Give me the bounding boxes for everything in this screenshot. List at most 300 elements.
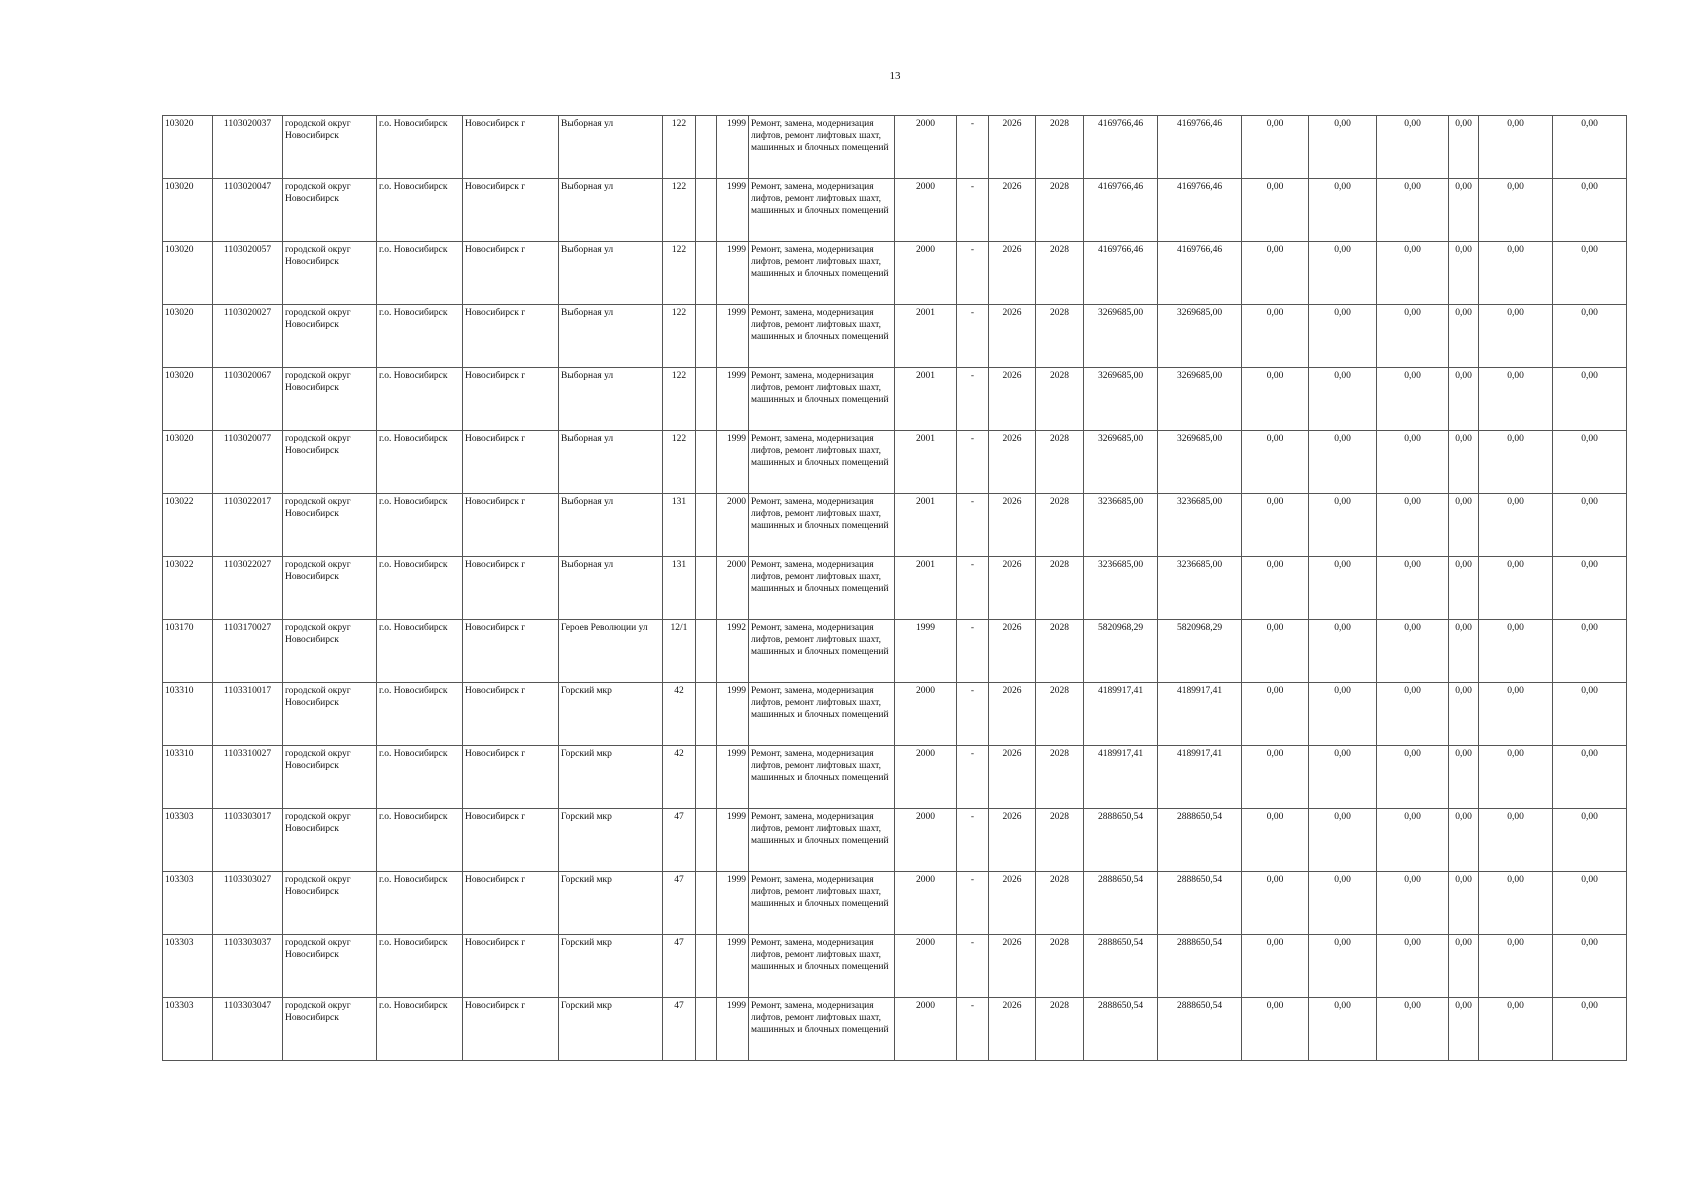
street-cell: Выборная ул bbox=[559, 116, 663, 179]
municipality-cell: городской округ Новосибирск bbox=[283, 620, 377, 683]
amount-cell: 0,00 bbox=[1242, 179, 1309, 242]
building-cell bbox=[696, 242, 717, 305]
municipality-cell: городской округ Новосибирск bbox=[283, 557, 377, 620]
house-number-cell: 47 bbox=[663, 935, 696, 998]
start-year-cell: 2026 bbox=[989, 179, 1036, 242]
dash-cell: - bbox=[957, 809, 989, 872]
district-cell: г.о. Новосибирск bbox=[377, 557, 463, 620]
cost-total-cell: 3236685,00 bbox=[1084, 557, 1158, 620]
cost-fund-cell: 2888650,54 bbox=[1158, 998, 1242, 1061]
object-code-cell: 1103020027 bbox=[213, 305, 283, 368]
end-year-cell: 2028 bbox=[1036, 809, 1084, 872]
district-cell: г.о. Новосибирск bbox=[377, 746, 463, 809]
last-repair-year-cell: 2000 bbox=[895, 809, 957, 872]
cost-fund-cell: 2888650,54 bbox=[1158, 935, 1242, 998]
cost-total-cell: 4169766,46 bbox=[1084, 179, 1158, 242]
amount-cell: 0,00 bbox=[1242, 305, 1309, 368]
dash-cell: - bbox=[957, 683, 989, 746]
start-year-cell: 2026 bbox=[989, 305, 1036, 368]
municipality-cell: городской округ Новосибирск bbox=[283, 935, 377, 998]
start-year-cell: 2026 bbox=[989, 368, 1036, 431]
municipality-cell: городской округ Новосибирск bbox=[283, 746, 377, 809]
cost-fund-cell: 3269685,00 bbox=[1158, 305, 1242, 368]
cost-total-cell: 4189917,41 bbox=[1084, 746, 1158, 809]
amount-cell: 0,00 bbox=[1377, 809, 1449, 872]
amount-cell: 0,00 bbox=[1553, 305, 1627, 368]
amount-cell: 0,00 bbox=[1309, 494, 1377, 557]
amount-cell: 0,00 bbox=[1479, 431, 1553, 494]
amount-cell: 0,00 bbox=[1553, 179, 1627, 242]
house-number-cell: 42 bbox=[663, 683, 696, 746]
city-cell: Новосибирск г bbox=[463, 368, 559, 431]
house-number-cell: 131 bbox=[663, 557, 696, 620]
end-year-cell: 2028 bbox=[1036, 620, 1084, 683]
amount-cell: 0,00 bbox=[1309, 809, 1377, 872]
amount-cell: 0,00 bbox=[1242, 746, 1309, 809]
cost-fund-cell: 4169766,46 bbox=[1158, 179, 1242, 242]
object-code-cell: 1103020037 bbox=[213, 116, 283, 179]
record-id-cell: 103310 bbox=[163, 746, 213, 809]
cost-total-cell: 3269685,00 bbox=[1084, 431, 1158, 494]
amount-cell: 0,00 bbox=[1377, 494, 1449, 557]
work-type-cell: Ремонт, замена, модернизация лифтов, ремонт лифтовых шахт, машинных и блочных помещений bbox=[749, 368, 895, 431]
end-year-cell: 2028 bbox=[1036, 494, 1084, 557]
work-type-cell: Ремонт, замена, модернизация лифтов, ремонт лифтовых шахт, машинных и блочных помещений bbox=[749, 872, 895, 935]
cost-total-cell: 5820968,29 bbox=[1084, 620, 1158, 683]
last-repair-year-cell: 2001 bbox=[895, 431, 957, 494]
city-cell: Новосибирск г bbox=[463, 557, 559, 620]
dash-cell: - bbox=[957, 935, 989, 998]
amount-cell: 0,00 bbox=[1479, 998, 1553, 1061]
amount-cell: 0,00 bbox=[1553, 116, 1627, 179]
municipality-cell: городской округ Новосибирск bbox=[283, 116, 377, 179]
work-type-cell: Ремонт, замена, модернизация лифтов, ремонт лифтовых шахт, машинных и блочных помещений bbox=[749, 179, 895, 242]
build-year-cell: 1999 bbox=[717, 305, 749, 368]
amount-cell: 0,00 bbox=[1449, 872, 1479, 935]
start-year-cell: 2026 bbox=[989, 809, 1036, 872]
record-id-cell: 103310 bbox=[163, 683, 213, 746]
amount-cell: 0,00 bbox=[1553, 620, 1627, 683]
last-repair-year-cell: 2000 bbox=[895, 683, 957, 746]
amount-cell: 0,00 bbox=[1479, 116, 1553, 179]
amount-cell: 0,00 bbox=[1479, 746, 1553, 809]
street-cell: Горский мкр bbox=[559, 746, 663, 809]
cost-fund-cell: 4189917,41 bbox=[1158, 746, 1242, 809]
amount-cell: 0,00 bbox=[1309, 431, 1377, 494]
build-year-cell: 1999 bbox=[717, 998, 749, 1061]
cost-total-cell: 4189917,41 bbox=[1084, 683, 1158, 746]
building-cell bbox=[696, 746, 717, 809]
build-year-cell: 1992 bbox=[717, 620, 749, 683]
last-repair-year-cell: 2000 bbox=[895, 116, 957, 179]
street-cell: Горский мкр bbox=[559, 809, 663, 872]
record-id-cell: 103022 bbox=[163, 494, 213, 557]
dash-cell: - bbox=[957, 242, 989, 305]
building-cell bbox=[696, 116, 717, 179]
start-year-cell: 2026 bbox=[989, 494, 1036, 557]
street-cell: Выборная ул bbox=[559, 242, 663, 305]
district-cell: г.о. Новосибирск bbox=[377, 368, 463, 431]
city-cell: Новосибирск г bbox=[463, 809, 559, 872]
amount-cell: 0,00 bbox=[1377, 242, 1449, 305]
record-id-cell: 103020 bbox=[163, 305, 213, 368]
building-cell bbox=[696, 494, 717, 557]
amount-cell: 0,00 bbox=[1242, 242, 1309, 305]
work-type-cell: Ремонт, замена, модернизация лифтов, ремонт лифтовых шахт, машинных и блочных помещений bbox=[749, 746, 895, 809]
work-type-cell: Ремонт, замена, модернизация лифтов, ремонт лифтовых шахт, машинных и блочных помещений bbox=[749, 683, 895, 746]
district-cell: г.о. Новосибирск bbox=[377, 179, 463, 242]
street-cell: Выборная ул bbox=[559, 368, 663, 431]
district-cell: г.о. Новосибирск bbox=[377, 872, 463, 935]
amount-cell: 0,00 bbox=[1479, 557, 1553, 620]
amount-cell: 0,00 bbox=[1309, 620, 1377, 683]
dash-cell: - bbox=[957, 620, 989, 683]
cost-total-cell: 4169766,46 bbox=[1084, 116, 1158, 179]
object-code-cell: 1103170027 bbox=[213, 620, 283, 683]
amount-cell: 0,00 bbox=[1449, 242, 1479, 305]
table-row bbox=[163, 935, 1627, 998]
record-id-cell: 103020 bbox=[163, 368, 213, 431]
table-row bbox=[163, 998, 1627, 1061]
dash-cell: - bbox=[957, 494, 989, 557]
amount-cell: 0,00 bbox=[1242, 620, 1309, 683]
amount-cell: 0,00 bbox=[1309, 242, 1377, 305]
amount-cell: 0,00 bbox=[1242, 116, 1309, 179]
start-year-cell: 2026 bbox=[989, 935, 1036, 998]
amount-cell: 0,00 bbox=[1553, 368, 1627, 431]
house-number-cell: 122 bbox=[663, 368, 696, 431]
city-cell: Новосибирск г bbox=[463, 242, 559, 305]
build-year-cell: 1999 bbox=[717, 683, 749, 746]
district-cell: г.о. Новосибирск bbox=[377, 683, 463, 746]
build-year-cell: 1999 bbox=[717, 872, 749, 935]
cost-total-cell: 3269685,00 bbox=[1084, 368, 1158, 431]
object-code-cell: 1103020077 bbox=[213, 431, 283, 494]
district-cell: г.о. Новосибирск bbox=[377, 116, 463, 179]
city-cell: Новосибирск г bbox=[463, 305, 559, 368]
table-row bbox=[163, 242, 1627, 305]
record-id-cell: 103303 bbox=[163, 998, 213, 1061]
build-year-cell: 1999 bbox=[717, 368, 749, 431]
cost-total-cell: 4169766,46 bbox=[1084, 242, 1158, 305]
district-cell: г.о. Новосибирск bbox=[377, 935, 463, 998]
cost-total-cell: 2888650,54 bbox=[1084, 872, 1158, 935]
table-row bbox=[163, 431, 1627, 494]
work-type-cell: Ремонт, замена, модернизация лифтов, ремонт лифтовых шахт, машинных и блочных помещений bbox=[749, 620, 895, 683]
last-repair-year-cell: 2000 bbox=[895, 179, 957, 242]
object-code-cell: 1103310027 bbox=[213, 746, 283, 809]
district-cell: г.о. Новосибирск bbox=[377, 431, 463, 494]
work-type-cell: Ремонт, замена, модернизация лифтов, ремонт лифтовых шахт, машинных и блочных помещений bbox=[749, 998, 895, 1061]
cost-fund-cell: 5820968,29 bbox=[1158, 620, 1242, 683]
district-cell: г.о. Новосибирск bbox=[377, 809, 463, 872]
table-row bbox=[163, 746, 1627, 809]
amount-cell: 0,00 bbox=[1553, 809, 1627, 872]
amount-cell: 0,00 bbox=[1242, 683, 1309, 746]
table-row bbox=[163, 683, 1627, 746]
object-code-cell: 1103303047 bbox=[213, 998, 283, 1061]
amount-cell: 0,00 bbox=[1449, 557, 1479, 620]
start-year-cell: 2026 bbox=[989, 998, 1036, 1061]
last-repair-year-cell: 2001 bbox=[895, 305, 957, 368]
record-id-cell: 103020 bbox=[163, 116, 213, 179]
cost-fund-cell: 4169766,46 bbox=[1158, 242, 1242, 305]
amount-cell: 0,00 bbox=[1553, 872, 1627, 935]
building-cell bbox=[696, 683, 717, 746]
street-cell: Выборная ул bbox=[559, 557, 663, 620]
amount-cell: 0,00 bbox=[1449, 116, 1479, 179]
amount-cell: 0,00 bbox=[1309, 557, 1377, 620]
last-repair-year-cell: 2000 bbox=[895, 872, 957, 935]
amount-cell: 0,00 bbox=[1553, 242, 1627, 305]
municipality-cell: городской округ Новосибирск bbox=[283, 368, 377, 431]
table-row bbox=[163, 305, 1627, 368]
record-id-cell: 103020 bbox=[163, 431, 213, 494]
amount-cell: 0,00 bbox=[1449, 179, 1479, 242]
table-row bbox=[163, 116, 1627, 179]
end-year-cell: 2028 bbox=[1036, 305, 1084, 368]
house-number-cell: 12/1 bbox=[663, 620, 696, 683]
amount-cell: 0,00 bbox=[1479, 683, 1553, 746]
amount-cell: 0,00 bbox=[1377, 872, 1449, 935]
city-cell: Новосибирск г bbox=[463, 998, 559, 1061]
record-id-cell: 103020 bbox=[163, 179, 213, 242]
house-number-cell: 122 bbox=[663, 305, 696, 368]
amount-cell: 0,00 bbox=[1377, 746, 1449, 809]
municipality-cell: городской округ Новосибирск bbox=[283, 494, 377, 557]
amount-cell: 0,00 bbox=[1309, 935, 1377, 998]
amount-cell: 0,00 bbox=[1377, 998, 1449, 1061]
cost-total-cell: 3269685,00 bbox=[1084, 305, 1158, 368]
city-cell: Новосибирск г bbox=[463, 872, 559, 935]
amount-cell: 0,00 bbox=[1242, 935, 1309, 998]
amount-cell: 0,00 bbox=[1309, 683, 1377, 746]
street-cell: Горский мкр bbox=[559, 683, 663, 746]
start-year-cell: 2026 bbox=[989, 242, 1036, 305]
cost-fund-cell: 3269685,00 bbox=[1158, 431, 1242, 494]
municipality-cell: городской округ Новосибирск bbox=[283, 431, 377, 494]
cost-total-cell: 3236685,00 bbox=[1084, 494, 1158, 557]
street-cell: Выборная ул bbox=[559, 494, 663, 557]
building-cell bbox=[696, 305, 717, 368]
amount-cell: 0,00 bbox=[1449, 368, 1479, 431]
municipality-cell: городской округ Новосибирск bbox=[283, 242, 377, 305]
start-year-cell: 2026 bbox=[989, 746, 1036, 809]
start-year-cell: 2026 bbox=[989, 431, 1036, 494]
district-cell: г.о. Новосибирск bbox=[377, 242, 463, 305]
cost-fund-cell: 4189917,41 bbox=[1158, 683, 1242, 746]
object-code-cell: 1103303037 bbox=[213, 935, 283, 998]
house-number-cell: 122 bbox=[663, 431, 696, 494]
amount-cell: 0,00 bbox=[1553, 557, 1627, 620]
build-year-cell: 1999 bbox=[717, 935, 749, 998]
municipality-cell: городской округ Новосибирск bbox=[283, 179, 377, 242]
object-code-cell: 1103310017 bbox=[213, 683, 283, 746]
house-number-cell: 122 bbox=[663, 116, 696, 179]
object-code-cell: 1103020067 bbox=[213, 368, 283, 431]
building-cell bbox=[696, 557, 717, 620]
registry-table bbox=[162, 115, 1627, 1061]
amount-cell: 0,00 bbox=[1242, 998, 1309, 1061]
city-cell: Новосибирск г bbox=[463, 431, 559, 494]
object-code-cell: 1103020057 bbox=[213, 242, 283, 305]
municipality-cell: городской округ Новосибирск bbox=[283, 872, 377, 935]
amount-cell: 0,00 bbox=[1377, 683, 1449, 746]
house-number-cell: 122 bbox=[663, 242, 696, 305]
street-cell: Горский мкр bbox=[559, 998, 663, 1061]
amount-cell: 0,00 bbox=[1479, 809, 1553, 872]
amount-cell: 0,00 bbox=[1553, 746, 1627, 809]
house-number-cell: 47 bbox=[663, 872, 696, 935]
cost-fund-cell: 3236685,00 bbox=[1158, 557, 1242, 620]
amount-cell: 0,00 bbox=[1449, 620, 1479, 683]
amount-cell: 0,00 bbox=[1449, 746, 1479, 809]
start-year-cell: 2026 bbox=[989, 116, 1036, 179]
building-cell bbox=[696, 872, 717, 935]
amount-cell: 0,00 bbox=[1377, 305, 1449, 368]
city-cell: Новосибирск г bbox=[463, 746, 559, 809]
work-type-cell: Ремонт, замена, модернизация лифтов, ремонт лифтовых шахт, машинных и блочных помещений bbox=[749, 935, 895, 998]
amount-cell: 0,00 bbox=[1553, 494, 1627, 557]
amount-cell: 0,00 bbox=[1309, 368, 1377, 431]
record-id-cell: 103020 bbox=[163, 242, 213, 305]
build-year-cell: 1999 bbox=[717, 809, 749, 872]
end-year-cell: 2028 bbox=[1036, 368, 1084, 431]
record-id-cell: 103022 bbox=[163, 557, 213, 620]
table-row bbox=[163, 494, 1627, 557]
house-number-cell: 47 bbox=[663, 998, 696, 1061]
amount-cell: 0,00 bbox=[1479, 179, 1553, 242]
work-type-cell: Ремонт, замена, модернизация лифтов, ремонт лифтовых шахт, машинных и блочных помещений bbox=[749, 494, 895, 557]
end-year-cell: 2028 bbox=[1036, 998, 1084, 1061]
amount-cell: 0,00 bbox=[1242, 368, 1309, 431]
record-id-cell: 103303 bbox=[163, 809, 213, 872]
last-repair-year-cell: 2000 bbox=[895, 746, 957, 809]
object-code-cell: 1103303017 bbox=[213, 809, 283, 872]
city-cell: Новосибирск г bbox=[463, 620, 559, 683]
end-year-cell: 2028 bbox=[1036, 179, 1084, 242]
table-row bbox=[163, 872, 1627, 935]
street-cell: Горский мкр bbox=[559, 935, 663, 998]
amount-cell: 0,00 bbox=[1377, 935, 1449, 998]
amount-cell: 0,00 bbox=[1449, 683, 1479, 746]
end-year-cell: 2028 bbox=[1036, 872, 1084, 935]
building-cell bbox=[696, 935, 717, 998]
table-row bbox=[163, 809, 1627, 872]
amount-cell: 0,00 bbox=[1377, 557, 1449, 620]
work-type-cell: Ремонт, замена, модернизация лифтов, ремонт лифтовых шахт, машинных и блочных помещений bbox=[749, 242, 895, 305]
cost-total-cell: 2888650,54 bbox=[1084, 998, 1158, 1061]
building-cell bbox=[696, 368, 717, 431]
amount-cell: 0,00 bbox=[1479, 620, 1553, 683]
cost-fund-cell: 2888650,54 bbox=[1158, 872, 1242, 935]
amount-cell: 0,00 bbox=[1553, 431, 1627, 494]
amount-cell: 0,00 bbox=[1377, 368, 1449, 431]
last-repair-year-cell: 2000 bbox=[895, 935, 957, 998]
amount-cell: 0,00 bbox=[1309, 998, 1377, 1061]
build-year-cell: 2000 bbox=[717, 494, 749, 557]
amount-cell: 0,00 bbox=[1449, 431, 1479, 494]
street-cell: Выборная ул bbox=[559, 179, 663, 242]
amount-cell: 0,00 bbox=[1309, 746, 1377, 809]
dash-cell: - bbox=[957, 872, 989, 935]
house-number-cell: 122 bbox=[663, 179, 696, 242]
end-year-cell: 2028 bbox=[1036, 557, 1084, 620]
dash-cell: - bbox=[957, 368, 989, 431]
end-year-cell: 2028 bbox=[1036, 746, 1084, 809]
record-id-cell: 103303 bbox=[163, 935, 213, 998]
district-cell: г.о. Новосибирск bbox=[377, 494, 463, 557]
city-cell: Новосибирск г bbox=[463, 494, 559, 557]
house-number-cell: 47 bbox=[663, 809, 696, 872]
amount-cell: 0,00 bbox=[1449, 494, 1479, 557]
last-repair-year-cell: 2001 bbox=[895, 494, 957, 557]
house-number-cell: 131 bbox=[663, 494, 696, 557]
amount-cell: 0,00 bbox=[1242, 557, 1309, 620]
dash-cell: - bbox=[957, 557, 989, 620]
city-cell: Новосибирск г bbox=[463, 116, 559, 179]
dash-cell: - bbox=[957, 431, 989, 494]
city-cell: Новосибирск г bbox=[463, 935, 559, 998]
amount-cell: 0,00 bbox=[1309, 305, 1377, 368]
start-year-cell: 2026 bbox=[989, 557, 1036, 620]
cost-fund-cell: 3236685,00 bbox=[1158, 494, 1242, 557]
start-year-cell: 2026 bbox=[989, 872, 1036, 935]
build-year-cell: 1999 bbox=[717, 746, 749, 809]
district-cell: г.о. Новосибирск bbox=[377, 305, 463, 368]
build-year-cell: 2000 bbox=[717, 557, 749, 620]
municipality-cell: городской округ Новосибирск bbox=[283, 998, 377, 1061]
object-code-cell: 1103020047 bbox=[213, 179, 283, 242]
street-cell: Горский мкр bbox=[559, 872, 663, 935]
house-number-cell: 42 bbox=[663, 746, 696, 809]
street-cell: Выборная ул bbox=[559, 431, 663, 494]
amount-cell: 0,00 bbox=[1479, 305, 1553, 368]
start-year-cell: 2026 bbox=[989, 683, 1036, 746]
amount-cell: 0,00 bbox=[1449, 935, 1479, 998]
amount-cell: 0,00 bbox=[1377, 620, 1449, 683]
amount-cell: 0,00 bbox=[1242, 431, 1309, 494]
amount-cell: 0,00 bbox=[1242, 809, 1309, 872]
dash-cell: - bbox=[957, 116, 989, 179]
building-cell bbox=[696, 620, 717, 683]
amount-cell: 0,00 bbox=[1449, 305, 1479, 368]
district-cell: г.о. Новосибирск bbox=[377, 998, 463, 1061]
amount-cell: 0,00 bbox=[1449, 998, 1479, 1061]
amount-cell: 0,00 bbox=[1449, 809, 1479, 872]
amount-cell: 0,00 bbox=[1553, 998, 1627, 1061]
last-repair-year-cell: 2000 bbox=[895, 242, 957, 305]
dash-cell: - bbox=[957, 998, 989, 1061]
build-year-cell: 1999 bbox=[717, 179, 749, 242]
building-cell bbox=[696, 431, 717, 494]
municipality-cell: городской округ Новосибирск bbox=[283, 809, 377, 872]
start-year-cell: 2026 bbox=[989, 620, 1036, 683]
end-year-cell: 2028 bbox=[1036, 242, 1084, 305]
dash-cell: - bbox=[957, 746, 989, 809]
cost-total-cell: 2888650,54 bbox=[1084, 935, 1158, 998]
amount-cell: 0,00 bbox=[1479, 368, 1553, 431]
amount-cell: 0,00 bbox=[1309, 872, 1377, 935]
table-row bbox=[163, 179, 1627, 242]
object-code-cell: 1103022017 bbox=[213, 494, 283, 557]
last-repair-year-cell: 2000 bbox=[895, 998, 957, 1061]
work-type-cell: Ремонт, замена, модернизация лифтов, ремонт лифтовых шахт, машинных и блочных помещений bbox=[749, 116, 895, 179]
municipality-cell: городской округ Новосибирск bbox=[283, 683, 377, 746]
amount-cell: 0,00 bbox=[1242, 872, 1309, 935]
amount-cell: 0,00 bbox=[1377, 179, 1449, 242]
object-code-cell: 1103303027 bbox=[213, 872, 283, 935]
